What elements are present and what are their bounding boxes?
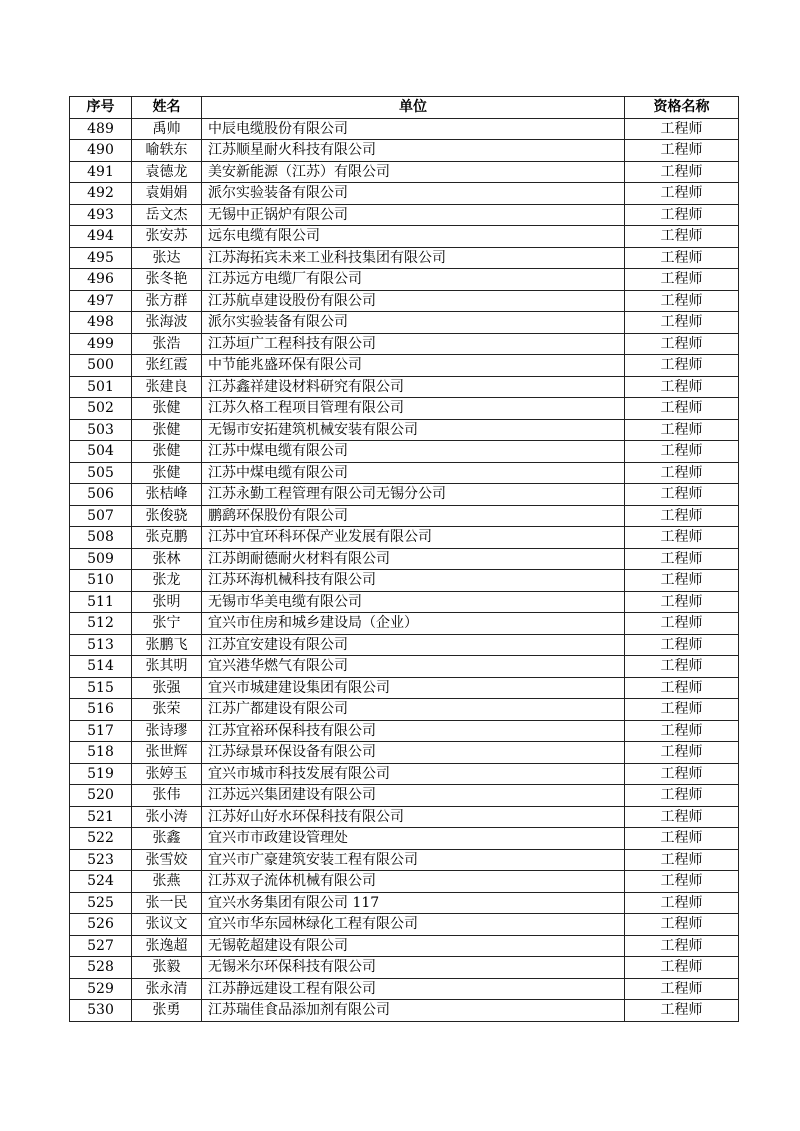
person-name-cell: 张雪姣 <box>132 849 202 871</box>
person-name-cell: 张方群 <box>132 290 202 312</box>
person-name-cell: 张鹏飞 <box>132 634 202 656</box>
table-row <box>70 806 739 828</box>
qualification-cell: 工程师 <box>625 763 739 785</box>
qualification-cell: 工程师 <box>625 828 739 850</box>
qualification-cell: 工程师 <box>625 699 739 721</box>
qualification-cell: 工程师 <box>625 290 739 312</box>
table-row <box>70 785 739 807</box>
serial-number-cell: 513 <box>70 634 132 656</box>
qualification-cell: 工程师 <box>625 806 739 828</box>
table-row <box>70 935 739 957</box>
qualification-cell: 工程师 <box>625 720 739 742</box>
person-name-cell: 张俊骁 <box>132 505 202 527</box>
serial-number-cell: 499 <box>70 333 132 355</box>
table-row <box>70 957 739 979</box>
table-row <box>70 462 739 484</box>
serial-number-cell: 521 <box>70 806 132 828</box>
person-name-cell: 张勇 <box>132 1000 202 1022</box>
person-name-cell: 张燕 <box>132 871 202 893</box>
person-name-cell: 张其明 <box>132 656 202 678</box>
unit-name-cell: 江苏永勤工程管理有限公司无锡分公司 <box>202 484 625 506</box>
qualification-cell: 工程师 <box>625 398 739 420</box>
table-row <box>70 376 739 398</box>
qualification-cell: 工程师 <box>625 333 739 355</box>
table-row <box>70 312 739 334</box>
serial-number-cell: 510 <box>70 570 132 592</box>
unit-name-cell: 中节能兆盛环保有限公司 <box>202 355 625 377</box>
serial-number-cell: 504 <box>70 441 132 463</box>
qualification-cell: 工程师 <box>625 312 739 334</box>
unit-name-cell: 宜兴水务集团有限公司 117 <box>202 892 625 914</box>
qualification-cell: 工程师 <box>625 419 739 441</box>
unit-name-cell: 江苏静远建设工程有限公司 <box>202 978 625 1000</box>
header-row <box>70 97 739 119</box>
unit-name-cell: 江苏瑞佳食品添加剂有限公司 <box>202 1000 625 1022</box>
unit-name-cell: 宜兴市住房和城乡建设局（企业） <box>202 613 625 635</box>
table-row <box>70 720 739 742</box>
unit-name-cell: 江苏久格工程项目管理有限公司 <box>202 398 625 420</box>
serial-number-cell: 527 <box>70 935 132 957</box>
qualification-cell: 工程师 <box>625 269 739 291</box>
unit-name-cell: 江苏中宜环科环保产业发展有限公司 <box>202 527 625 549</box>
qualification-cell: 工程师 <box>625 849 739 871</box>
serial-number-cell: 526 <box>70 914 132 936</box>
unit-name-cell: 江苏垣广工程科技有限公司 <box>202 333 625 355</box>
unit-name-cell: 江苏朗耐德耐火材料有限公司 <box>202 548 625 570</box>
unit-name-cell: 宜兴港华燃气有限公司 <box>202 656 625 678</box>
serial-number-cell: 519 <box>70 763 132 785</box>
unit-name-cell: 江苏中煤电缆有限公司 <box>202 441 625 463</box>
unit-name-cell: 江苏绿景环保设备有限公司 <box>202 742 625 764</box>
person-name-cell: 张宁 <box>132 613 202 635</box>
table-row <box>70 419 739 441</box>
qualification-cell: 工程师 <box>625 247 739 269</box>
person-name-cell: 张荣 <box>132 699 202 721</box>
unit-name-cell: 江苏环海机械科技有限公司 <box>202 570 625 592</box>
qualification-cell: 工程师 <box>625 548 739 570</box>
serial-number-cell: 512 <box>70 613 132 635</box>
table-row <box>70 484 739 506</box>
unit-name-cell: 无锡市安拓建筑机械安装有限公司 <box>202 419 625 441</box>
serial-number-cell: 494 <box>70 226 132 248</box>
serial-number-cell: 493 <box>70 204 132 226</box>
qualification-cell: 工程师 <box>625 591 739 613</box>
person-name-cell: 张鑫 <box>132 828 202 850</box>
unit-name-cell: 鹏鹞环保股份有限公司 <box>202 505 625 527</box>
table-row <box>70 634 739 656</box>
table-row <box>70 204 739 226</box>
qualification-cell: 工程师 <box>625 140 739 162</box>
qualification-cell: 工程师 <box>625 677 739 699</box>
serial-number-cell: 502 <box>70 398 132 420</box>
unit-name-cell: 派尔实验装备有限公司 <box>202 183 625 205</box>
table-row <box>70 871 739 893</box>
qualification-cell: 工程师 <box>625 785 739 807</box>
unit-name-cell: 江苏广都建设有限公司 <box>202 699 625 721</box>
header-qualification: 资格名称 <box>625 97 739 119</box>
qualification-cell: 工程师 <box>625 656 739 678</box>
person-name-cell: 张议文 <box>132 914 202 936</box>
qualification-cell: 工程师 <box>625 226 739 248</box>
qualification-cell: 工程师 <box>625 462 739 484</box>
serial-number-cell: 505 <box>70 462 132 484</box>
table-row <box>70 570 739 592</box>
person-name-cell: 张林 <box>132 548 202 570</box>
unit-name-cell: 江苏双子流体机械有限公司 <box>202 871 625 893</box>
serial-number-cell: 525 <box>70 892 132 914</box>
person-name-cell: 张健 <box>132 441 202 463</box>
qualification-cell: 工程师 <box>625 871 739 893</box>
header-name: 姓名 <box>132 97 202 119</box>
table-row <box>70 505 739 527</box>
serial-number-cell: 508 <box>70 527 132 549</box>
table-row <box>70 1000 739 1022</box>
unit-name-cell: 无锡市华美电缆有限公司 <box>202 591 625 613</box>
qualification-cell: 工程师 <box>625 935 739 957</box>
unit-name-cell: 江苏顺星耐火科技有限公司 <box>202 140 625 162</box>
unit-name-cell: 江苏中煤电缆有限公司 <box>202 462 625 484</box>
person-name-cell: 喻轶东 <box>132 140 202 162</box>
person-name-cell: 张毅 <box>132 957 202 979</box>
qualification-cell: 工程师 <box>625 570 739 592</box>
person-name-cell: 张建良 <box>132 376 202 398</box>
serial-number-cell: 506 <box>70 484 132 506</box>
unit-name-cell: 无锡乾超建设有限公司 <box>202 935 625 957</box>
serial-number-cell: 491 <box>70 161 132 183</box>
person-name-cell: 张伟 <box>132 785 202 807</box>
table-row <box>70 290 739 312</box>
person-name-cell: 张世辉 <box>132 742 202 764</box>
serial-number-cell: 498 <box>70 312 132 334</box>
person-name-cell: 张龙 <box>132 570 202 592</box>
person-name-cell: 袁娟娟 <box>132 183 202 205</box>
serial-number-cell: 529 <box>70 978 132 1000</box>
qualification-cell: 工程师 <box>625 204 739 226</box>
serial-number-cell: 520 <box>70 785 132 807</box>
table-row <box>70 677 739 699</box>
qualification-cell: 工程师 <box>625 634 739 656</box>
table-body <box>70 118 739 1021</box>
table-row <box>70 333 739 355</box>
serial-number-cell: 518 <box>70 742 132 764</box>
serial-number-cell: 524 <box>70 871 132 893</box>
table-row <box>70 914 739 936</box>
person-name-cell: 张永清 <box>132 978 202 1000</box>
table-row <box>70 527 739 549</box>
serial-number-cell: 489 <box>70 118 132 140</box>
serial-number-cell: 490 <box>70 140 132 162</box>
header-serial-number: 序号 <box>70 97 132 119</box>
table-row <box>70 548 739 570</box>
table-header <box>70 97 739 119</box>
serial-number-cell: 530 <box>70 1000 132 1022</box>
table-row <box>70 978 739 1000</box>
person-name-cell: 张达 <box>132 247 202 269</box>
unit-name-cell: 派尔实验装备有限公司 <box>202 312 625 334</box>
unit-name-cell: 江苏远兴集团建设有限公司 <box>202 785 625 807</box>
table-row <box>70 656 739 678</box>
person-name-cell: 张冬艳 <box>132 269 202 291</box>
qualification-cell: 工程师 <box>625 441 739 463</box>
qualification-cell: 工程师 <box>625 978 739 1000</box>
qualification-cell: 工程师 <box>625 161 739 183</box>
table-row <box>70 355 739 377</box>
serial-number-cell: 497 <box>70 290 132 312</box>
qualification-cell: 工程师 <box>625 376 739 398</box>
qualification-roster-table <box>69 96 739 1022</box>
person-name-cell: 张小涛 <box>132 806 202 828</box>
table-row <box>70 828 739 850</box>
qualification-cell: 工程师 <box>625 527 739 549</box>
person-name-cell: 禹帅 <box>132 118 202 140</box>
table-row <box>70 742 739 764</box>
qualification-cell: 工程师 <box>625 183 739 205</box>
table-row <box>70 226 739 248</box>
person-name-cell: 张逸超 <box>132 935 202 957</box>
unit-name-cell: 江苏宜裕环保科技有限公司 <box>202 720 625 742</box>
qualification-cell: 工程师 <box>625 1000 739 1022</box>
person-name-cell: 张婷玉 <box>132 763 202 785</box>
person-name-cell: 张克鹏 <box>132 527 202 549</box>
serial-number-cell: 507 <box>70 505 132 527</box>
qualification-cell: 工程师 <box>625 914 739 936</box>
unit-name-cell: 江苏好山好水环保科技有限公司 <box>202 806 625 828</box>
unit-name-cell: 江苏宜安建设有限公司 <box>202 634 625 656</box>
serial-number-cell: 522 <box>70 828 132 850</box>
person-name-cell: 张诗璆 <box>132 720 202 742</box>
serial-number-cell: 495 <box>70 247 132 269</box>
table-row <box>70 763 739 785</box>
qualification-cell: 工程师 <box>625 613 739 635</box>
table-row <box>70 699 739 721</box>
person-name-cell: 张浩 <box>132 333 202 355</box>
serial-number-cell: 528 <box>70 957 132 979</box>
person-name-cell: 袁德龙 <box>132 161 202 183</box>
serial-number-cell: 501 <box>70 376 132 398</box>
serial-number-cell: 514 <box>70 656 132 678</box>
serial-number-cell: 500 <box>70 355 132 377</box>
serial-number-cell: 517 <box>70 720 132 742</box>
person-name-cell: 张红霞 <box>132 355 202 377</box>
unit-name-cell: 江苏航卓建设股份有限公司 <box>202 290 625 312</box>
table-row <box>70 613 739 635</box>
person-name-cell: 张强 <box>132 677 202 699</box>
unit-name-cell: 江苏远方电缆厂有限公司 <box>202 269 625 291</box>
unit-name-cell: 宜兴市广豪建筑安装工程有限公司 <box>202 849 625 871</box>
person-name-cell: 张健 <box>132 419 202 441</box>
unit-name-cell: 远东电缆有限公司 <box>202 226 625 248</box>
table-row <box>70 161 739 183</box>
unit-name-cell: 无锡米尔环保科技有限公司 <box>202 957 625 979</box>
unit-name-cell: 宜兴市市政建设管理处 <box>202 828 625 850</box>
qualification-cell: 工程师 <box>625 505 739 527</box>
table-row <box>70 247 739 269</box>
person-name-cell: 张健 <box>132 462 202 484</box>
unit-name-cell: 宜兴市华东园林绿化工程有限公司 <box>202 914 625 936</box>
person-name-cell: 张健 <box>132 398 202 420</box>
serial-number-cell: 496 <box>70 269 132 291</box>
serial-number-cell: 515 <box>70 677 132 699</box>
person-name-cell: 岳文杰 <box>132 204 202 226</box>
unit-name-cell: 宜兴市城市科技发展有限公司 <box>202 763 625 785</box>
qualification-cell: 工程师 <box>625 355 739 377</box>
table-row <box>70 398 739 420</box>
table-row <box>70 591 739 613</box>
person-name-cell: 张海波 <box>132 312 202 334</box>
table-row <box>70 269 739 291</box>
person-name-cell: 张安苏 <box>132 226 202 248</box>
unit-name-cell: 江苏海拓宾未来工业科技集团有限公司 <box>202 247 625 269</box>
unit-name-cell: 美安新能源（江苏）有限公司 <box>202 161 625 183</box>
person-name-cell: 张桔峰 <box>132 484 202 506</box>
serial-number-cell: 492 <box>70 183 132 205</box>
unit-name-cell: 宜兴市城建建设集团有限公司 <box>202 677 625 699</box>
person-name-cell: 张一民 <box>132 892 202 914</box>
qualification-cell: 工程师 <box>625 892 739 914</box>
serial-number-cell: 503 <box>70 419 132 441</box>
qualification-cell: 工程师 <box>625 484 739 506</box>
serial-number-cell: 511 <box>70 591 132 613</box>
serial-number-cell: 516 <box>70 699 132 721</box>
table-row <box>70 183 739 205</box>
unit-name-cell: 中辰电缆股份有限公司 <box>202 118 625 140</box>
header-unit: 单位 <box>202 97 625 119</box>
unit-name-cell: 无锡中正锅炉有限公司 <box>202 204 625 226</box>
table-row <box>70 140 739 162</box>
table-row <box>70 118 739 140</box>
serial-number-cell: 509 <box>70 548 132 570</box>
table-row <box>70 892 739 914</box>
serial-number-cell: 523 <box>70 849 132 871</box>
qualification-cell: 工程师 <box>625 118 739 140</box>
qualification-cell: 工程师 <box>625 742 739 764</box>
table-row <box>70 849 739 871</box>
table-row <box>70 441 739 463</box>
person-name-cell: 张明 <box>132 591 202 613</box>
qualification-cell: 工程师 <box>625 957 739 979</box>
unit-name-cell: 江苏鑫祥建设材料研究有限公司 <box>202 376 625 398</box>
